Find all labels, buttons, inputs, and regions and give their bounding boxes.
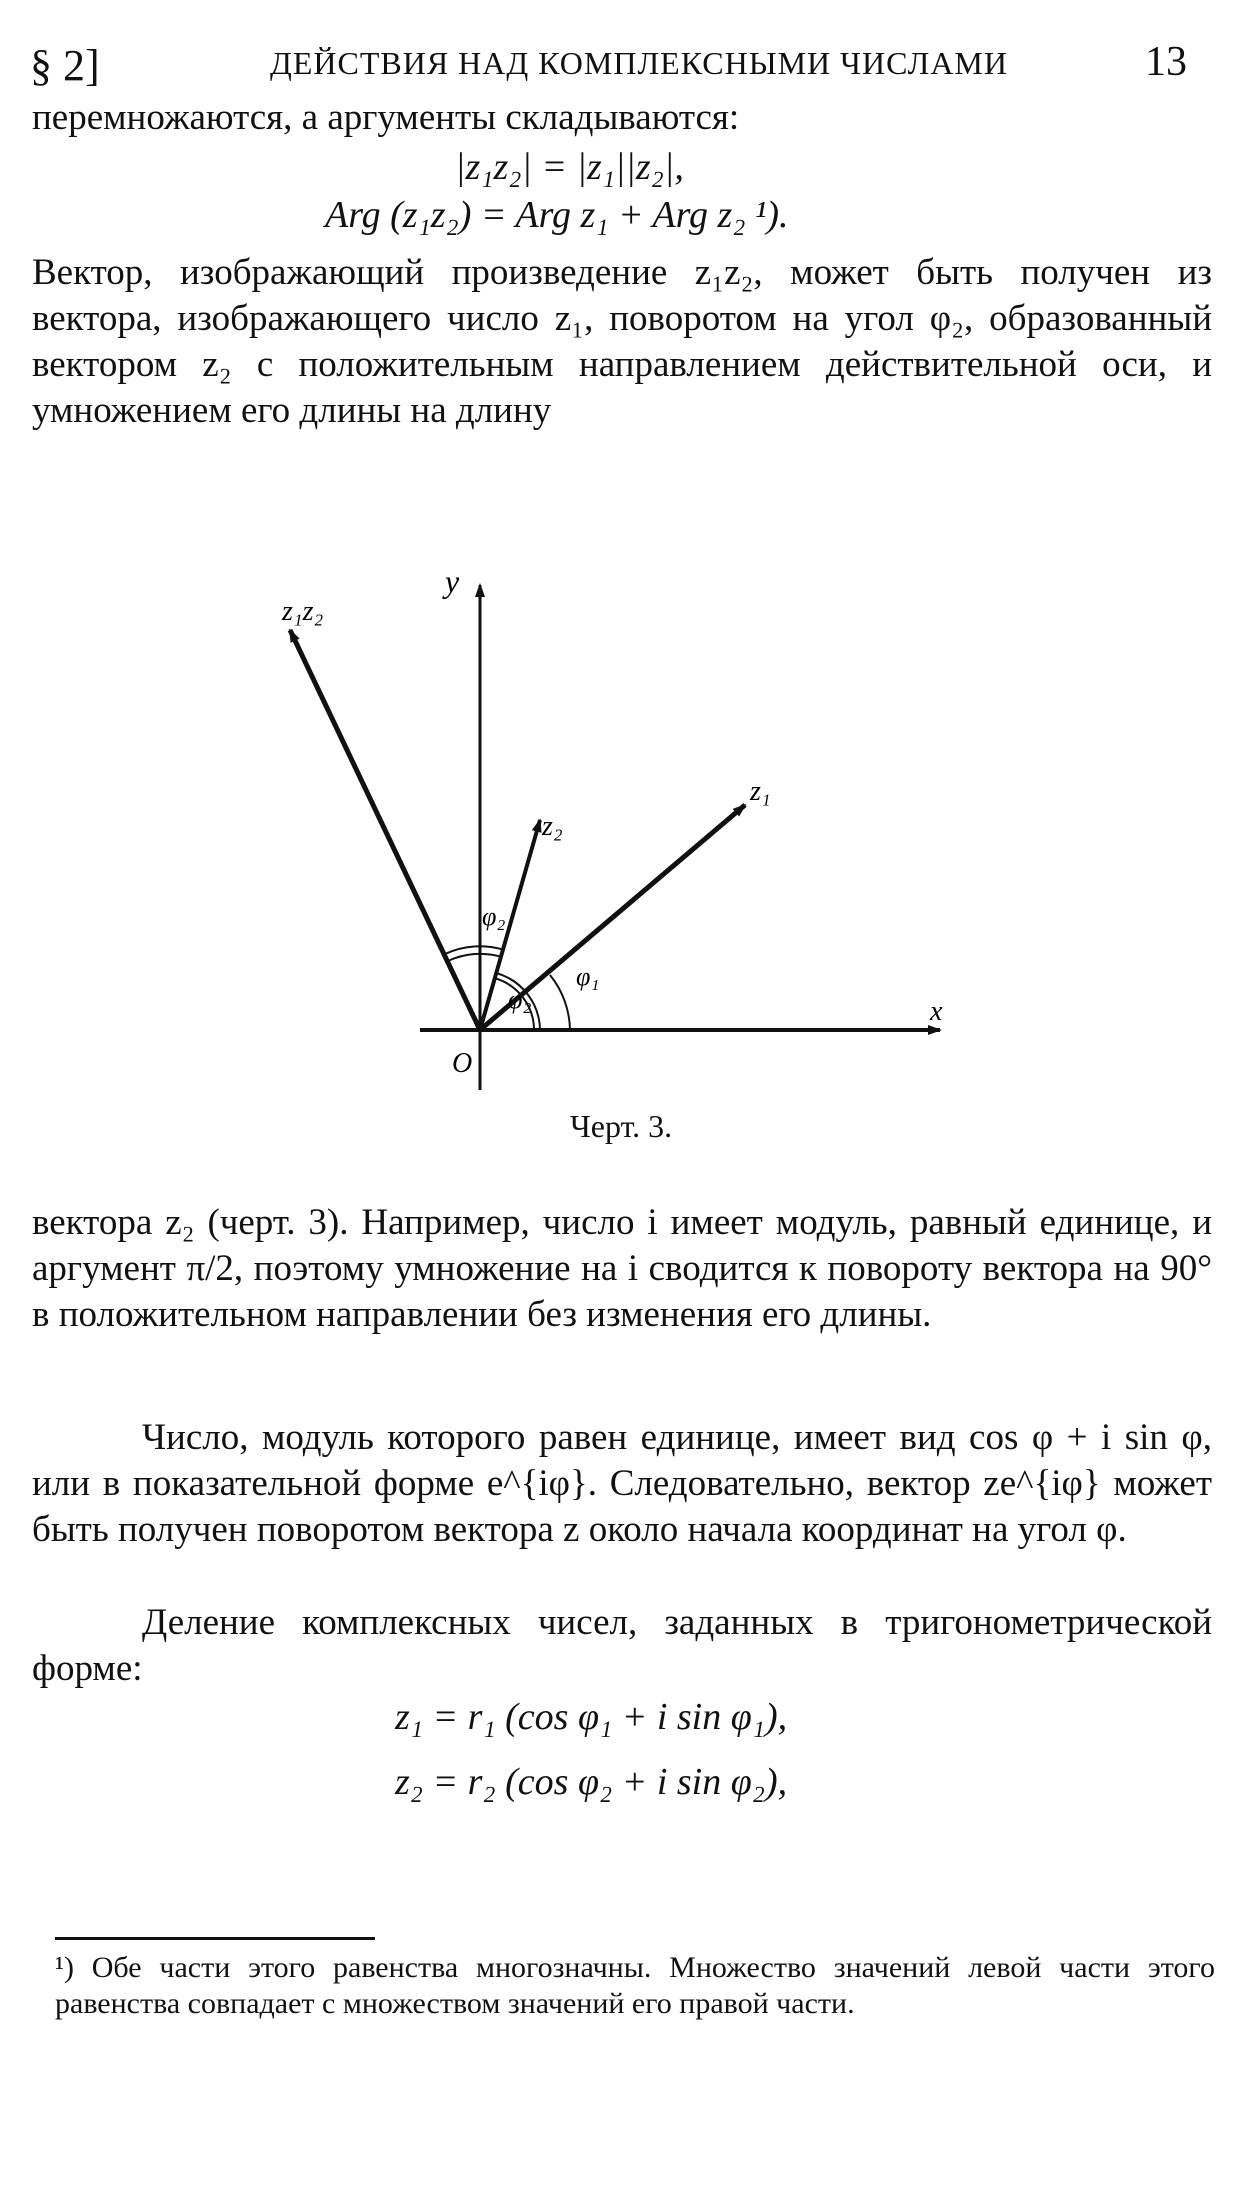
label-z2: z₂ bbox=[542, 811, 563, 842]
label-phi1: φ₁ bbox=[576, 962, 600, 991]
paragraph-4-text: Деление комплексных чисел, заданных в тригонометрической форме: bbox=[32, 1602, 1212, 1689]
paragraph-1 bbox=[32, 250, 1212, 434]
label-phi2-lower: φ₂ bbox=[508, 985, 532, 1014]
paragraph-3-text: Число, модуль которого равен единице, имеет вид cos φ + i sin φ, или в показательной форме e^{iφ}. Следовательно, вектор ze^{iφ} может быть получен поворотом вектора z около начала координат на угол φ. bbox=[32, 1417, 1212, 1550]
figure-vector-product bbox=[240, 550, 1000, 1100]
label-origin: O bbox=[452, 1048, 473, 1079]
footnote-divider bbox=[55, 1937, 375, 1940]
formula-modulus: |z₁z₂| = |z₁||z₂|, bbox=[455, 146, 684, 188]
footnote-text: ¹) Обе части этого равенства многозначны. Множество значений левой части этого равенства совпадает с множеством значений его правой части. bbox=[55, 1951, 1215, 2020]
footnote bbox=[55, 1950, 1215, 2022]
vector-z1z2 bbox=[290, 630, 480, 1030]
paragraph-1-text: Вектор, изображающий произведение z₁z₂, может быть получен из вектора, изображающего число z₁, поворотом на угол φ₂, образованный вектором z₂ с положительным направлением действительной оси, и умножением его длины на длину bbox=[32, 252, 1212, 431]
label-x: x bbox=[930, 996, 943, 1027]
formula-z1: z₁ = r₁ (cos φ₁ + i sin φ₁), bbox=[395, 1696, 788, 1738]
label-y: y bbox=[445, 563, 460, 599]
arc-phi2-upper bbox=[448, 954, 502, 961]
label-phi2-upper: φ₂ bbox=[482, 902, 506, 931]
intro-line bbox=[32, 95, 1212, 141]
formula-z2: z₂ = r₂ (cos φ₂ + i sin φ₂), bbox=[395, 1761, 788, 1803]
label-z1z2: z₁z₂ bbox=[282, 596, 324, 627]
formula-argument: Arg (z₁z₂) = Arg z₁ + Arg z₂ ¹). bbox=[325, 194, 789, 236]
running-title: ДЕЙСТВИЯ НАД КОМПЛЕКСНЫМИ ЧИСЛАМИ bbox=[270, 45, 1008, 81]
figure-caption: Черт. 3. bbox=[570, 1108, 673, 1144]
paragraph-2-text: вектора z₂ (черт. 3). Например, число i имеет модуль, равный единице, и аргумент π/2, поэтому умножение на i сводится к повороту вектора на 90° в положительном направлении без изменения его длины. bbox=[32, 1202, 1212, 1335]
arc-phi1 bbox=[550, 975, 570, 1030]
intro-text: перемножаются, а аргументы складываются: bbox=[32, 97, 740, 138]
label-z1: z₁ bbox=[750, 776, 771, 807]
section-marker: § 2] bbox=[30, 41, 100, 90]
paragraph-4 bbox=[32, 1600, 1212, 1692]
arc-phi2-upper-outer bbox=[445, 946, 504, 954]
page-number: 13 bbox=[1145, 39, 1187, 85]
paragraph-3 bbox=[32, 1415, 1212, 1553]
paragraph-2 bbox=[32, 1200, 1212, 1338]
